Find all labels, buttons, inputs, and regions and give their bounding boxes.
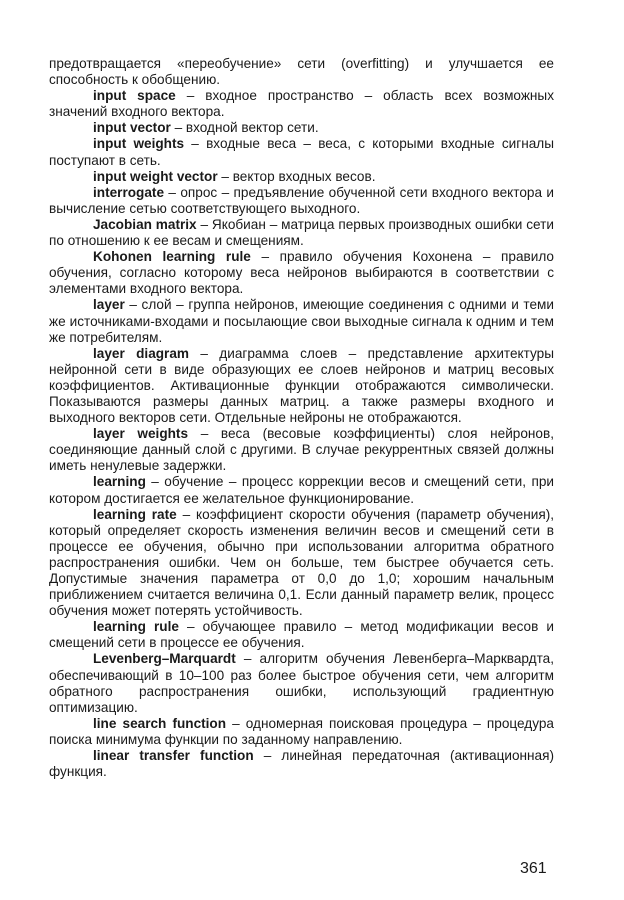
glossary-definition: – входной вектор сети. [170,120,319,136]
glossary-entry [49,474,554,506]
glossary-entry [49,120,554,136]
glossary-entry [49,716,554,748]
intro-paragraph: предотвращается «переобучение» сети (overfitting) и улучшается ее способность к обобщению. [49,56,554,88]
glossary-term: learning [93,474,146,490]
glossary-entry [49,651,554,715]
glossary-definition: – одномерная поисковая процедура – процедура поиска минимума функции по заданному направлению. [49,715,554,747]
glossary-term: input weights [93,136,185,152]
page-body [49,56,554,780]
glossary-term: layer [93,297,125,313]
glossary-definition: – линейная передаточная (активационная) функция. [49,748,555,780]
glossary-definition: – алгоритм обучения Левенберга–Марквардта, обеспечивающий в 10–100 раз более быстрое обучения сети, чем алгоритм обратного распространения ошибки, использующий градиентную оптимизацию. [49,651,554,715]
glossary-entry [49,88,554,120]
glossary-term: interrogate [93,184,165,200]
glossary-entry [49,507,554,620]
glossary-definition: – вектор входных весов. [217,168,376,184]
glossary-definition: – Якобиан – матрица первых производных ошибки сети по отношению к ее весам и смещениям. [49,216,554,249]
glossary-entry [49,346,554,426]
glossary-definition: – обучение – процесс коррекции весов и смещений сети, при котором достигается ее желательное функционирование. [49,474,554,506]
glossary-definition: – веса (весовые коэффициенты) слоя нейронов, соединяющие данный слой с другими. В случае рекуррентных связей должны иметь ненулевые задержки. [49,426,554,474]
glossary-term: layer weights [93,426,189,442]
glossary-entry [49,748,554,780]
glossary-definition: – диаграмма слоев – представление архитектуры нейронной сети в виде образующих ее слоев нейронов и матриц весовых коэффициентов. Активационные функции отображаются символически. Показываются размеры данных матриц. а также размеры входного и выходного векторов сети. Отдельные нейроны не отображаются. [49,345,554,426]
glossary-term: linear transfer function [93,748,254,764]
glossary-term: Levenberg–Marquardt [93,651,236,667]
glossary-entry [49,217,554,249]
glossary-entry [49,136,554,168]
glossary-term: input space [93,88,176,104]
glossary-entry [49,169,554,185]
glossary-entry [49,249,554,297]
glossary-term: Jacobian matrix [93,216,197,232]
glossary-entry [49,185,554,217]
glossary-definition: – правило обучения Кохонена – правило обучения, согласно которому веса нейронов выбираются в соответствии с элементами входного вектора. [49,249,554,297]
glossary-entry [49,426,554,474]
glossary-term: Kohonen learning rule [93,249,251,265]
glossary-term: learning rate [93,506,177,522]
glossary-entry [49,619,554,651]
glossary-term: learning rule [93,619,179,635]
glossary-term: input vector [93,120,171,136]
glossary-definition: – опрос – предъявление обученной сети входного вектора и вычисление сетью соответствующего выходного. [49,184,554,216]
glossary-definition: – входное пространство – область всех возможных значений входного вектора. [49,88,554,120]
glossary-definition: – коэффициент скорости обучения (параметр обучения), который определяет скорость изменения величин весов и смещений сети в процессе ее обучения, обычно при использовании алгоритма обратного распространения ошибки. Чем он больше, тем быстрее обучается сеть. Допустимые значения параметра от 0,0 до 1,0; хорошим начальным приближением считается величина 0,1. Если данный параметр велик, процесс обучения может потерять устойчивость. [49,506,555,619]
glossary-term: line search function [93,715,227,731]
glossary-term: layer diagram [93,345,189,361]
glossary-term: input weight vector [93,168,218,184]
glossary-definition: – входные веса – веса, с которыми входные сигналы поступают в сеть. [49,136,554,168]
glossary-entry [49,297,554,345]
page-number: 361 [520,860,547,877]
glossary-definition: – обучающее правило – метод модификации весов и смещений сети в процессе ее обучения. [49,619,554,651]
glossary-definition: – слой – группа нейронов, имеющие соединения с одними и теми же источниками-входами и посылающие свои выходные сигнала к одним и тем же потребителям. [49,297,554,345]
